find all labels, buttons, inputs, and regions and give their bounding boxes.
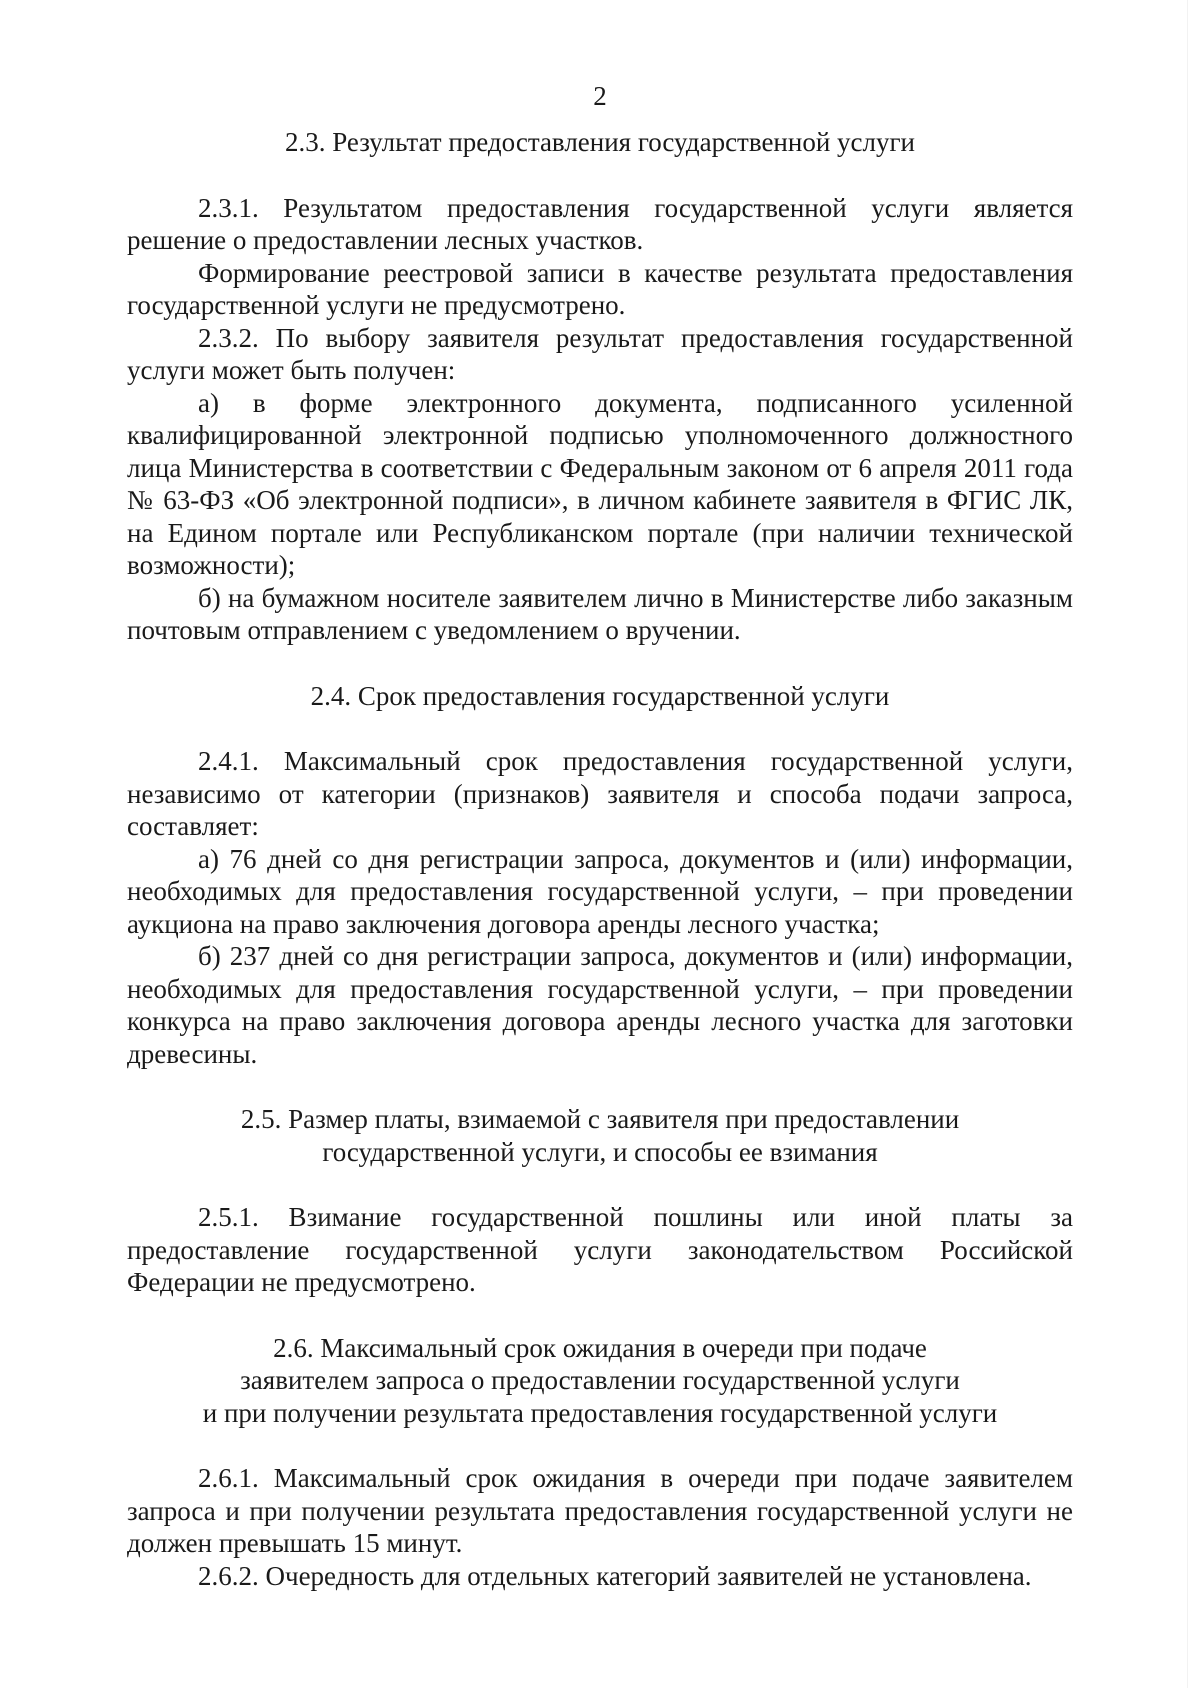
- heading-line: и при получении результата предоставления государственной услуги: [202, 1397, 998, 1428]
- section-2-5: [127, 1103, 1073, 1299]
- page-number: 2: [593, 81, 607, 111]
- section-heading: [127, 126, 1073, 159]
- paragraph: а) 76 дней со дня регистрации запроса, документов и (или) информации, необходимых для предоставления государственной услуги, – при проведении аукциона на право заключения договора аренды лесного участка;: [127, 843, 1073, 939]
- heading-line: государственной услуги, и способы ее взимания: [322, 1136, 878, 1167]
- document-body: [127, 126, 1073, 1592]
- section-heading: [127, 1103, 1073, 1168]
- paragraph: 2.5.1. Взимание государственной пошлины или иной платы за предоставление государственной услуги законодательством Российской Федерации не предусмотрено.: [127, 1202, 1073, 1297]
- heading-line: 2.4. Срок предоставления государственной услуги: [310, 680, 890, 711]
- paragraph: Формирование реестровой записи в качестве результата предоставления государственной услуги не предусмотрено.: [127, 257, 1073, 320]
- paragraph: б) 237 дней со дня регистрации запроса, документов и (или) информации, необходимых для предоставления государственной услуги, – при проведении конкурса на право заключения договора аренды лесного участка для заготовки древесины.: [127, 941, 1073, 1069]
- paragraph: б) на бумажном носителе заявителем лично в Министерстве либо заказным почтовым отправлением с уведомлением о вручении.: [127, 582, 1073, 645]
- heading-line: 2.5. Размер платы, взимаемой с заявителя при предоставлении: [240, 1104, 960, 1134]
- heading-line: заявителем запроса о предоставлении государственной услуги: [240, 1365, 960, 1395]
- section-2-6: [127, 1332, 1073, 1593]
- paragraph: 2.3.1. Результатом предоставления государственной услуги является решение о предоставлении лесных участков.: [127, 192, 1073, 255]
- section-heading: [127, 1332, 1073, 1430]
- paragraph: 2.6.2. Очередность для отдельных категорий заявителей не установлена.: [198, 1560, 1032, 1591]
- paragraph: а) в форме электронного документа, подписанного усиленной квалифицированной электронной подписью уполномоченного должностного лица Министерства в соответствии с Федеральным законом от 6 апреля 2011 года № 63-ФЗ «Об электронной подписи», в личном кабинете заявителя в ФГИС ЛК, на Едином портале или Республиканском портале (при наличии технической возможности);: [127, 387, 1073, 580]
- section-2-3: [127, 126, 1073, 647]
- sheet-edge: [1187, 0, 1188, 1688]
- heading-line: 2.6. Максимальный срок ожидания в очереди при подаче: [273, 1332, 927, 1363]
- paragraph: 2.4.1. Максимальный срок предоставления государственной услуги, независимо от категории (признаков) заявителя и способа подачи запроса, составляет:: [127, 746, 1073, 841]
- heading-line: 2.3. Результат предоставления государственной услуги: [284, 127, 916, 157]
- section-2-4: [127, 680, 1073, 1071]
- paragraph: 2.6.1. Максимальный срок ожидания в очереди при подаче заявителем запроса и при получении результата предоставления государственной услуги не должен превышать 15 минут.: [127, 1463, 1073, 1558]
- paragraph: 2.3.2. По выбору заявителя результат предоставления государственной услуги может быть получен:: [127, 322, 1073, 385]
- section-heading: [127, 680, 1073, 713]
